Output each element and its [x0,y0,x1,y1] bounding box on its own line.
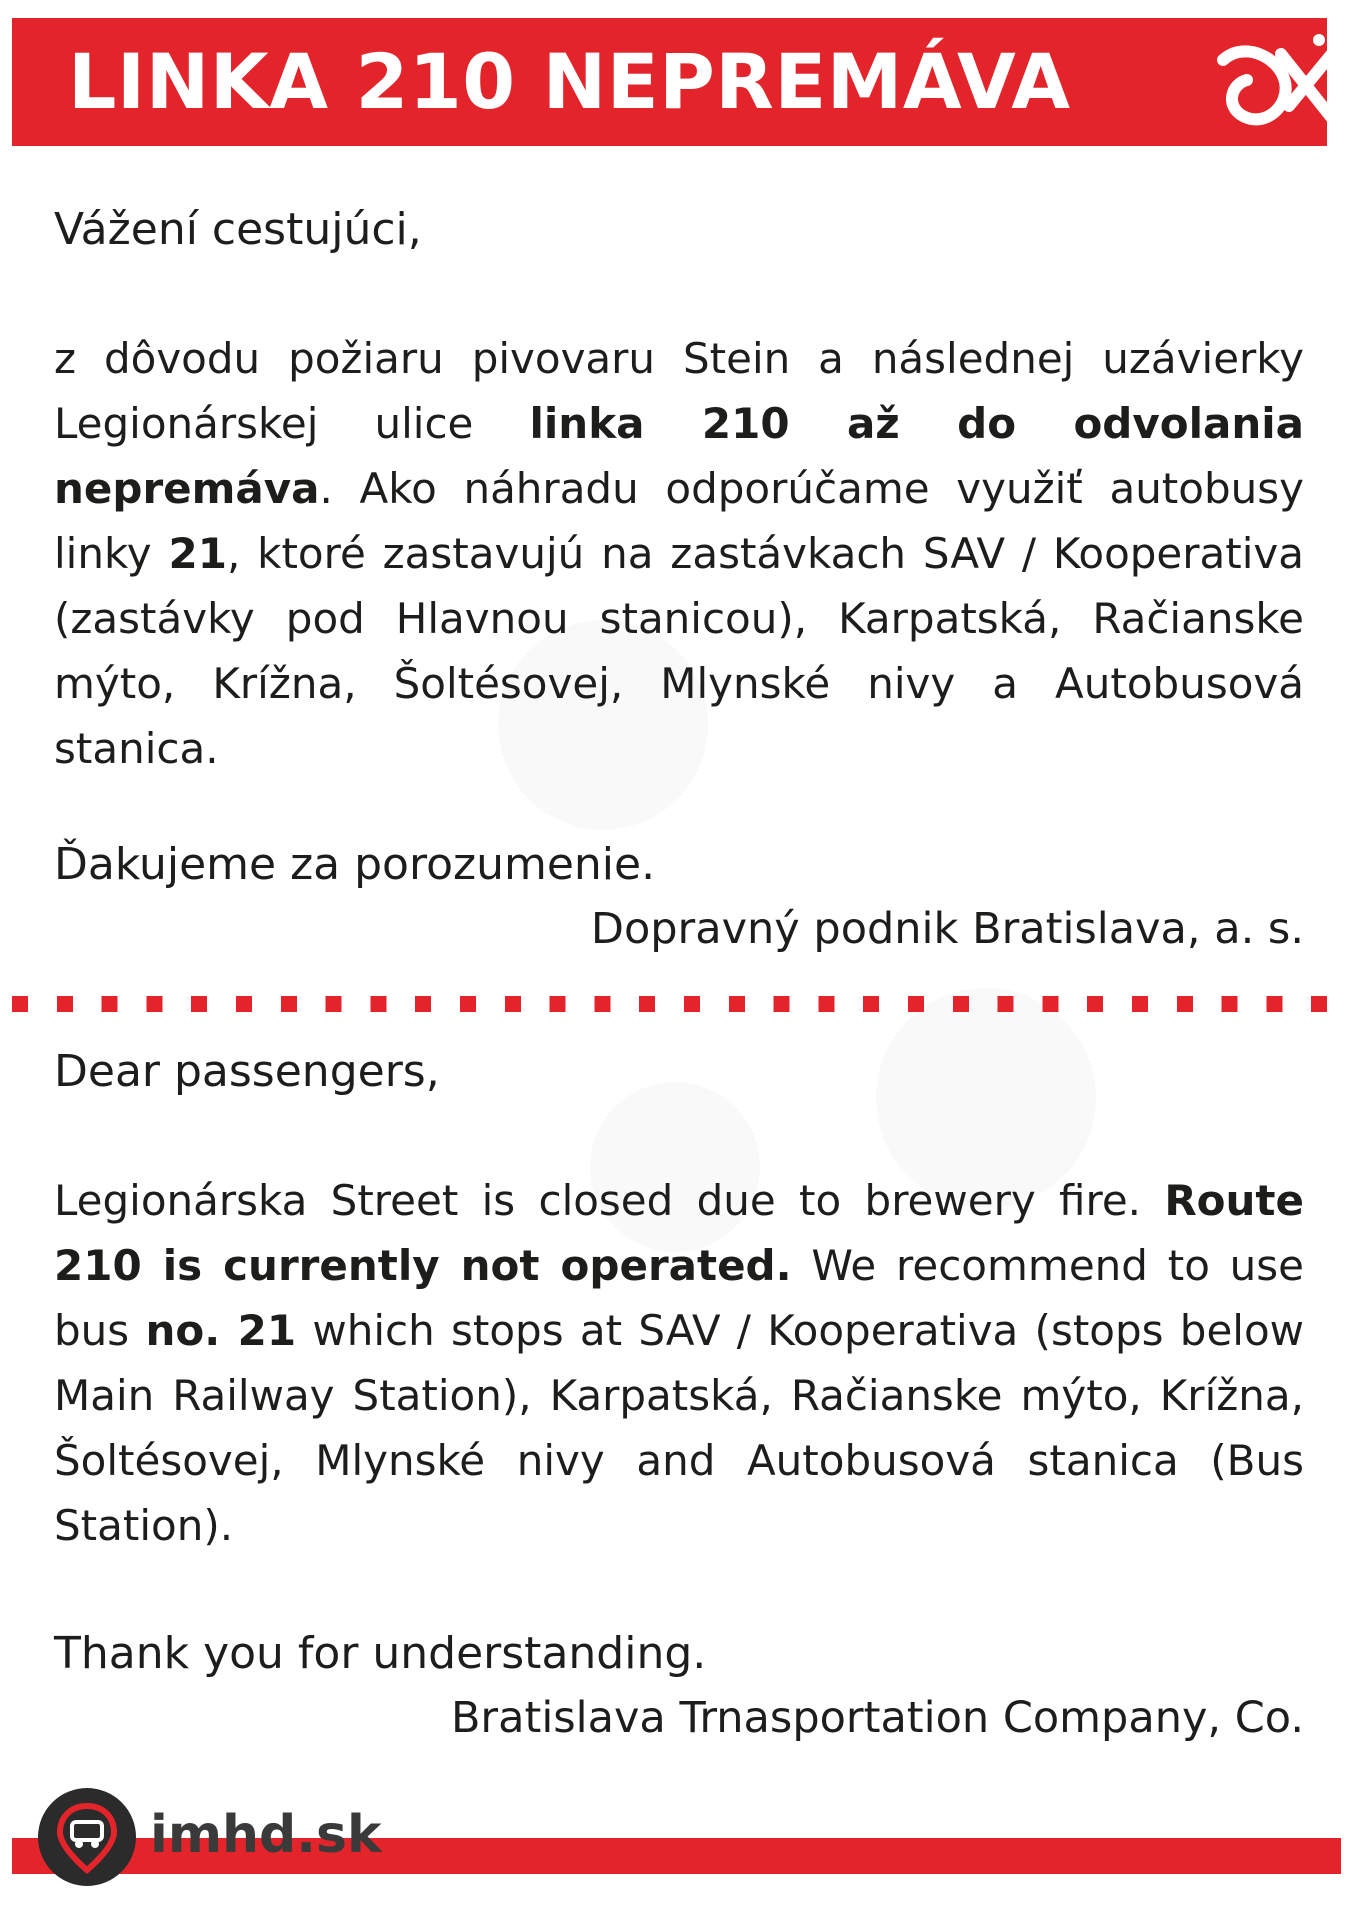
imhd-watermark [38,1788,418,1892]
slovak-body-text: , ktoré zastavujú na zastávkach SAV / Kooperativa (zastávky pod Hlavnou stanicou), Karpatská, Račianske mýto, Krížna, Šoltésovej, Mlynské nivy a Autobusová stanica. [54,529,1304,773]
header-banner [12,18,1341,146]
slovak-route-number: 21 [168,529,227,578]
english-greeting: Dear passengers, [54,1046,440,1097]
english-body-text: We recommend to use bus [54,1241,1304,1355]
slovak-signature: Dopravný podnik Bratislava, a. s. [590,904,1304,954]
slovak-notice [54,198,1304,961]
imhd-watermark-text: imhd.sk [150,1805,382,1865]
slovak-body [54,326,1304,781]
slovak-body-text: z dôvodu požiaru pivovaru Stein a následnej uzávierky Legionárskej ulice [54,334,1304,448]
english-notice [54,1040,1304,1750]
english-body [54,1168,1304,1558]
slovak-body-bold: linka 210 až do odvolania nepremáva [54,399,1304,513]
english-thanks: Thank you for understanding. [54,1628,707,1679]
imhd-bus-pin-icon [38,1788,136,1886]
slovak-greeting: Vážení cestujúci, [54,204,422,255]
slovak-thanks: Ďakujeme za porozumenie. [54,839,656,890]
slovak-body-text: . Ako náhradu odporúčame využiť autobusy linky [54,464,1304,578]
page-title: LINKA 210 NEPREMÁVA [68,37,1071,126]
english-signature: Bratislava Trnasportation Company, Co. [450,1693,1304,1743]
english-body-bold: Route 210 is currently not operated. [54,1176,1304,1290]
dpb-logo-icon [1185,10,1345,148]
english-route-number: no. 21 [145,1306,297,1355]
english-body-text: Legionárska Street is closed due to brewery fire. [54,1176,1165,1225]
dashed-divider [12,996,1341,1012]
english-body-text: which stops at SAV / Kooperativa (stops below Main Railway Station), Karpatská, Račianske mýto, Krížna, Šoltésovej, Mlynské nivy and Autobusová stanica (Bus Station). [54,1306,1305,1550]
